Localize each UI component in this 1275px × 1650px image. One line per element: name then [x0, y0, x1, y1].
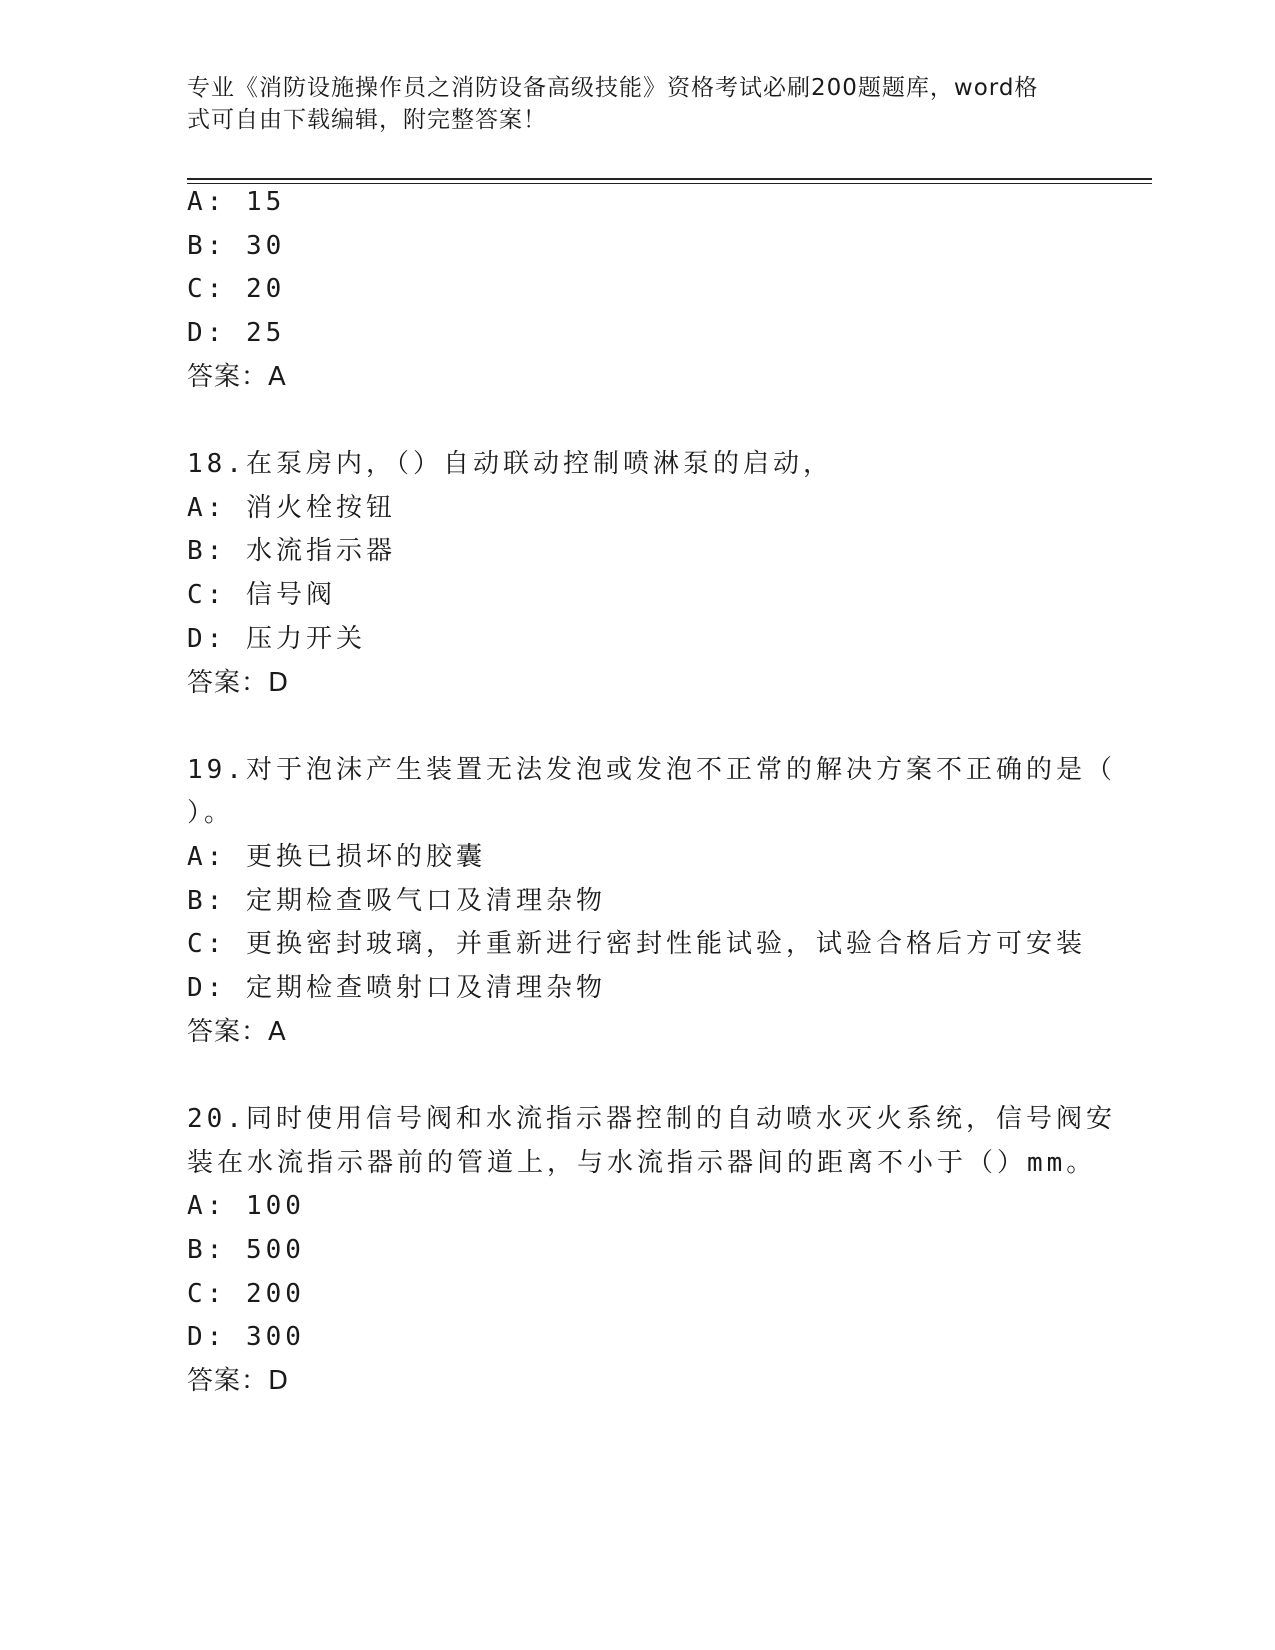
- header-line-2: 式可自由下载编辑，附完整答案！: [187, 107, 547, 133]
- option-b: B: 定期检查吸气口及清理杂物: [187, 886, 606, 916]
- option-a: A: 100: [187, 1191, 305, 1221]
- option-d: D: 300: [187, 1322, 305, 1352]
- option-b: B: 30: [187, 231, 286, 261]
- option-c: C: 20: [187, 274, 286, 304]
- option-a: A: 消火栓按钮: [187, 493, 396, 523]
- question-19-stem-cont: ）。: [187, 798, 235, 828]
- option-d: D: 压力开关: [187, 624, 366, 654]
- header-line-1: 专业《消防设施操作员之消防设备高级技能》资格考试必刷200题题库，word格: [187, 75, 1039, 101]
- header-divider-thin: [187, 183, 1152, 184]
- question-18-stem: 18.在泵房内，（）自动联动控制喷淋泵的启动，: [187, 449, 833, 479]
- option-c: C: 更换密封玻璃，并重新进行密封性能试验，试验合格后方可安装: [187, 929, 1086, 959]
- option-b: B: 500: [187, 1235, 305, 1265]
- option-d: D: 定期检查喷射口及清理杂物: [187, 973, 606, 1003]
- answer: 答案：D: [187, 1366, 290, 1396]
- question-20-stem: 20.同时使用信号阀和水流指示器控制的自动喷水灭火系统，信号阀安: [187, 1104, 1116, 1134]
- answer: 答案：A: [187, 362, 287, 392]
- option-b: B: 水流指示器: [187, 536, 396, 566]
- option-c: C: 信号阀: [187, 580, 336, 610]
- header-divider: [187, 178, 1152, 180]
- option-a: A: 更换已损坏的胶囊: [187, 842, 486, 872]
- document-header: [187, 72, 1067, 136]
- answer: 答案：A: [187, 1017, 287, 1047]
- question-19-stem: 19.对于泡沫产生装置无法发泡或发泡不正常的解决方案不正确的是（: [187, 755, 1116, 785]
- question-20-stem-cont: 装在水流指示器前的管道上，与水流指示器间的距离不小于（）mm。: [187, 1148, 1097, 1178]
- option-c: C: 200: [187, 1279, 305, 1309]
- option-a: A: 15: [187, 187, 286, 217]
- answer: 答案：D: [187, 668, 290, 698]
- option-d: D: 25: [187, 318, 286, 348]
